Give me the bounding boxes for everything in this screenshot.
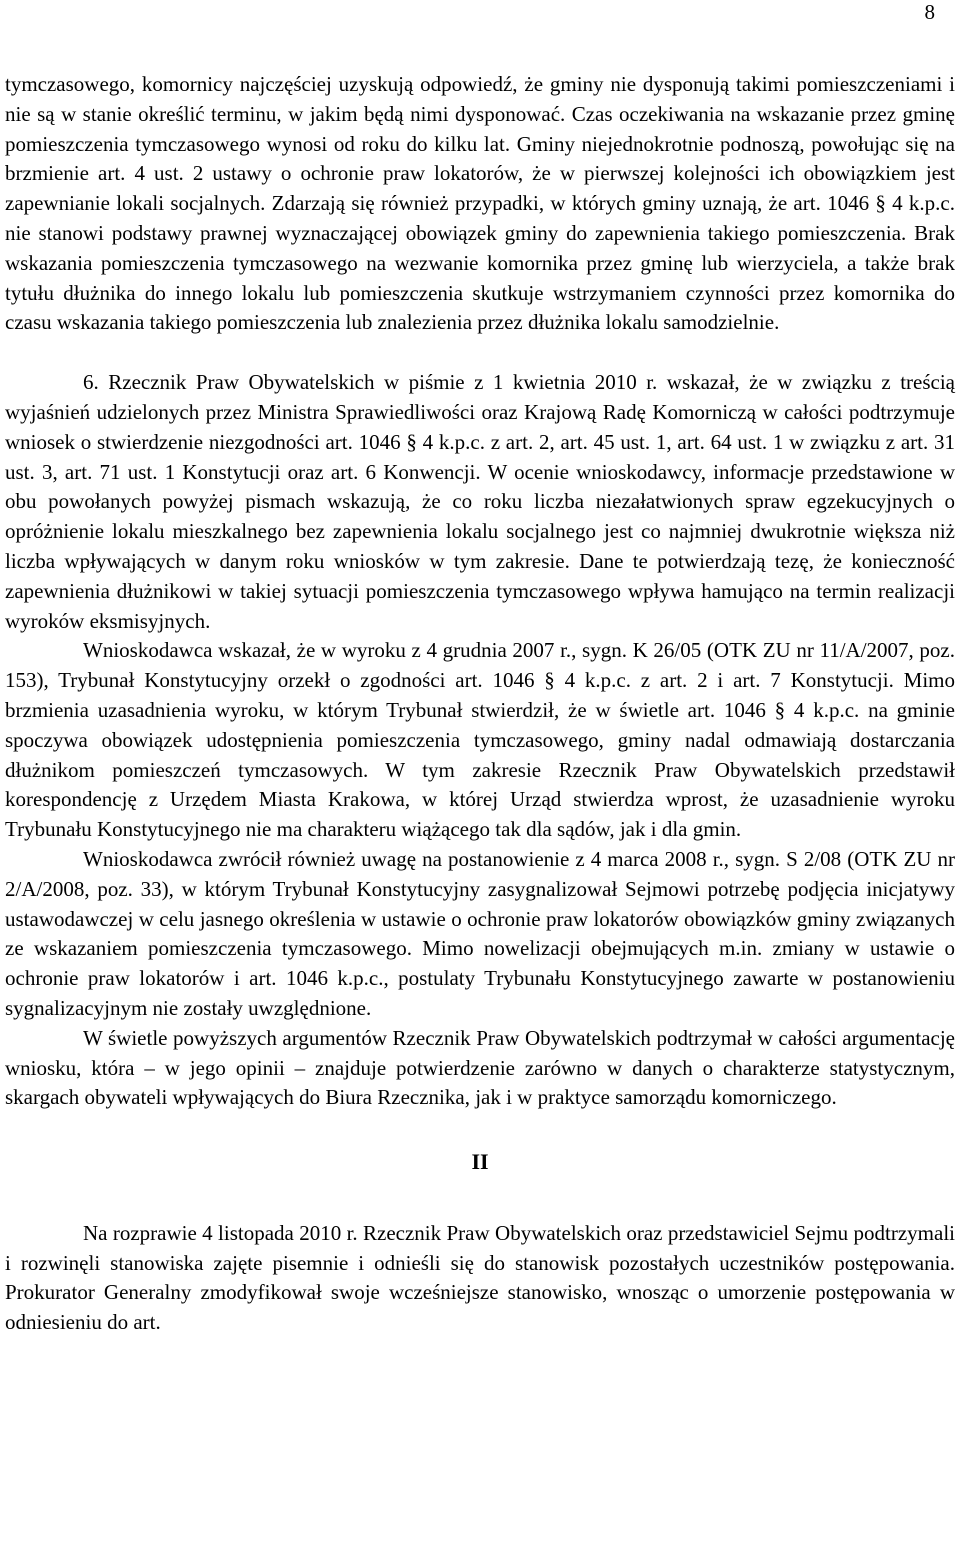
paragraph-point-6: 6. Rzecznik Praw Obywatelskich w piśmie z 1 kwietnia 2010 r. wskazał, że w związku z treścią wyjaśnień udzielonych przez Ministra Sprawiedliwości oraz Krajową Radę Komorniczą w całości podtrzymuje wniosek o stwierdzenie niezgodności art. 1046 § 4 k.p.c. z art. 2, art. 45 ust. 1, art. 64 ust. 1 w związku z art. 31 ust. 3, art. 71 ust. 1 Konstytucji oraz art. 6 Konwencji. W ocenie wnioskodawcy, informacje przedstawione w obu powołanych powyżej pismach wskazują, że co roku liczba niezałatwionych spraw egzekucyjnych o opróżnienie lokalu mieszkalnego bez zapewnienia lokalu socjalnego jest co najmniej dwukrotnie większa niż liczba wpływających w danym roku wniosków w tym zakresie. Dane te potwierdzają tezę, że konieczność zapewnienia dłużnikowi w takiej sytuacji pomieszczenia tymczasowego wpływa hamująco na termin realizacji wyroków eksmisyjnych. <box>5 370 955 633</box>
paragraph-conclusion: W świetle powyższych argumentów Rzecznik Praw Obywatelskich podtrzymał w całości argumentację wniosku, która – w jego opinii – znajduje potwierdzenie zarówno w danych o charakterze statystycznym, skargach obywateli wpływających do Biura Rzecznika, jak i w praktyce samorządu komorniczego. <box>5 1025 955 1110</box>
paragraph-decision-s-2-08: Wnioskodawca zwrócił również uwagę na postanowienie z 4 marca 2008 r., sygn. S 2/08 (OTK ZU nr 2/A/2008, poz. 33), w którym Trybunał Konstytucyjny zasygnalizował Sejmowi potrzebę podjęcia inicjatywy ustawodawczej w celu jasnego określenia w ustawie o ochronie praw lokatorów obowiązków gminy związanych ze wskazaniem pomieszczenia tymczasowego. Mimo nowelizacji obejmujących m.in. zmiany w ustawie o ochronie praw lokatorów i art. 1046 k.p.c., postulaty Trybunału Konstytucyjnego zawarte w postanowieniu sygnalizacyjnym nie zostały uwzględnione. <box>5 846 955 1020</box>
paragraph-ruling-k-26-05: Wnioskodawca wskazał, że w wyroku z 4 grudnia 2007 r., sygn. K 26/05 (OTK ZU nr 11/A/2007, poz. 153), Trybunał Konstytucyjny orzekł o zgodności art. 1046 § 4 k.p.c. z art. 2 i art. 7 Konstytucji. Mimo brzmienia uzasadnienia wyroku, w którym Trybunał stwierdził, że w świetle art. 1046 § 4 k.p.c. na gminie spoczywa obowiązek udostępnienia pomieszczenia tymczasowego, gminy nadal odmawiają dostarczania dłużnikom pomieszczeń tymczasowych. W tym zakresie Rzecznik Praw Obywatelskich przedstawił korespondencję z Urzędem Miasta Krakowa, w której Urząd stwierdza wprost, że uzasadnienie wyroku Trybunału Konstytucyjnego nie ma charakteru wiążącego tak dla sądów, jak i dla gmin. <box>5 638 955 842</box>
section-heading: II <box>471 1149 489 1175</box>
document-body <box>5 70 955 1338</box>
paragraph-continuation: tymczasowego, komornicy najczęściej uzyskują odpowiedź, że gminy nie dysponują takimi pomieszczeniami i nie są w stanie określić terminu, w jakim będą nimi dysponować. Czas oczekiwania na wskazanie przez gminę pomieszczenia tymczasowego wynosi od roku do kilku lat. Gminy niejednokrotnie podnoszą, powołując się na brzmienie art. 4 ust. 2 ustawy o ochronie praw lokatorów, że w pierwszej kolejności ich obowiązkiem jest zapewnianie lokali socjalnych. Zdarzają się również przypadki, w których gminy uznają, że art. 1046 § 4 k.p.c. nie stanowi podstawy prawnej wyznaczającej obowiązek gminy do zapewnienia takiego pomieszczenia. Brak wskazania pomieszczenia tymczasowego na wezwanie komornika przez gminę lub wierzyciela, a także brak tytułu dłużnika do innego lokalu lub pomieszczenia skutkuje wstrzymaniem czynności przez komornika do czasu wskazania takiego pomieszczenia lub znalezienia przez dłużnika lokalu samodzielnie. <box>5 72 955 335</box>
paragraph-hearing: Na rozprawie 4 listopada 2010 r. Rzecznik Praw Obywatelskich oraz przedstawiciel Sejmu podtrzymali i rozwinęli stanowiska zajęte pisemnie i odnieśli się do stanowisk pozostałych uczestników postępowania. Prokurator Generalny zmodyfikował swoje wcześniejsze stanowisko, wnosząc o umorzenie postępowania w odniesieniu do art. <box>5 1220 955 1335</box>
page-number: 8 <box>924 0 935 24</box>
